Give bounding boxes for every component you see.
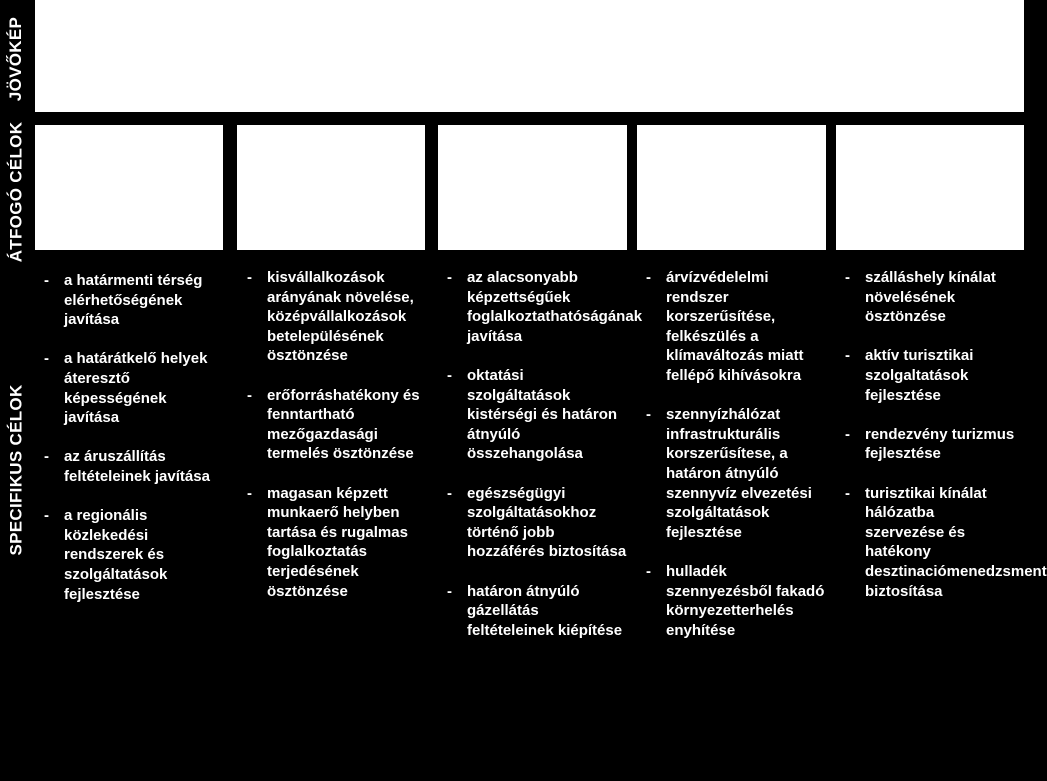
- overarching-goal-box-3: [438, 125, 627, 250]
- overarching-label-text: ÁTFOGÓ CÉLOK: [6, 121, 26, 263]
- goal-item: - szálláshely kínálat növelésének ösztönzése: [845, 268, 1017, 327]
- goal-item: - turisztikai kínálat hálózatba szervezése és hatékony desztinaciómenedzsment biztosítása: [845, 484, 1017, 602]
- goal-item: - egészségügyi szolgáltatásokhoz történő jobb hozzáférés biztosítása: [447, 484, 627, 562]
- goal-item: - erőforráshatékony és fenntartható mezőgazdasági termelés ösztönzése: [247, 386, 430, 464]
- specific-goals-row-label: [0, 300, 33, 640]
- goal-item: - rendezvény turizmus fejlesztése: [845, 425, 1017, 464]
- specific-label-text: SPECIFIKUS CÉLOK: [6, 384, 26, 556]
- goal-list-3: [447, 268, 643, 640]
- goal-item: - oktatási szolgáltatások kistérségi és határon átnyúló összehangolása: [447, 366, 627, 464]
- goal-item: - kisvállalkozások arányának növelése, középvállalkozások betelepülésének ösztönzése: [247, 268, 430, 366]
- goal-item: - magasan képzett munkaerő helyben tartása és rugalmas foglalkoztatás terjedésének ösztönzése: [247, 484, 430, 602]
- overarching-goal-box-2: [237, 125, 425, 250]
- vision-label-text: JÖVŐKÉP: [6, 16, 26, 102]
- overarching-goal-box-4: [637, 125, 826, 250]
- specific-goals-column-4: [646, 250, 826, 778]
- overarching-goal-box-5: [836, 125, 1024, 250]
- vision-box: [35, 0, 1024, 112]
- goal-item: - a határmenti térség elérhetőségének javítása: [44, 271, 224, 330]
- goal-item: - határon átnyúló gázellátás feltételeinek kiépítése: [447, 582, 627, 641]
- goal-item: - az alacsonyabb képzettségűek foglalkoztathatóságának javítása: [447, 268, 627, 346]
- goal-list-4: [646, 268, 826, 640]
- goal-list-5: [845, 268, 1047, 601]
- overarching-goals-row-label: [0, 112, 33, 272]
- goal-item: - szennyízhálózat infrastrukturális korszerűsítese, a határon átnyúló szennyvíz elvezetési szolgáltatások fejlesztése: [646, 405, 826, 542]
- goal-item: - a határátkelő helyek áteresztő képességének javítása: [44, 349, 224, 427]
- goal-item: - árvízvédelelmi rendszer korszerűsítése, felkészülés a klímaváltozás miatt fellépő kihívásokra: [646, 268, 826, 386]
- goal-item: - aktív turisztikai szolgaltatások fejlesztése: [845, 346, 1017, 405]
- goal-list-2: [247, 268, 430, 601]
- goal-list-1: [44, 271, 224, 604]
- specific-goals-column-1: [44, 250, 224, 781]
- overarching-goal-box-1: [35, 125, 223, 250]
- goal-item: - az áruszállítás feltételeinek javítása: [44, 447, 224, 486]
- goal-item: - a regionális közlekedési rendszerek és szolgáltatások fejlesztése: [44, 506, 224, 604]
- goal-item: - hulladék szennyezésből fakadó környezetterhelés enyhítése: [646, 562, 826, 640]
- specific-goals-column-3: [447, 250, 643, 778]
- specific-goals-column-5: [845, 250, 1047, 778]
- vision-row-label: [0, 0, 33, 118]
- specific-goals-column-2: [247, 250, 430, 778]
